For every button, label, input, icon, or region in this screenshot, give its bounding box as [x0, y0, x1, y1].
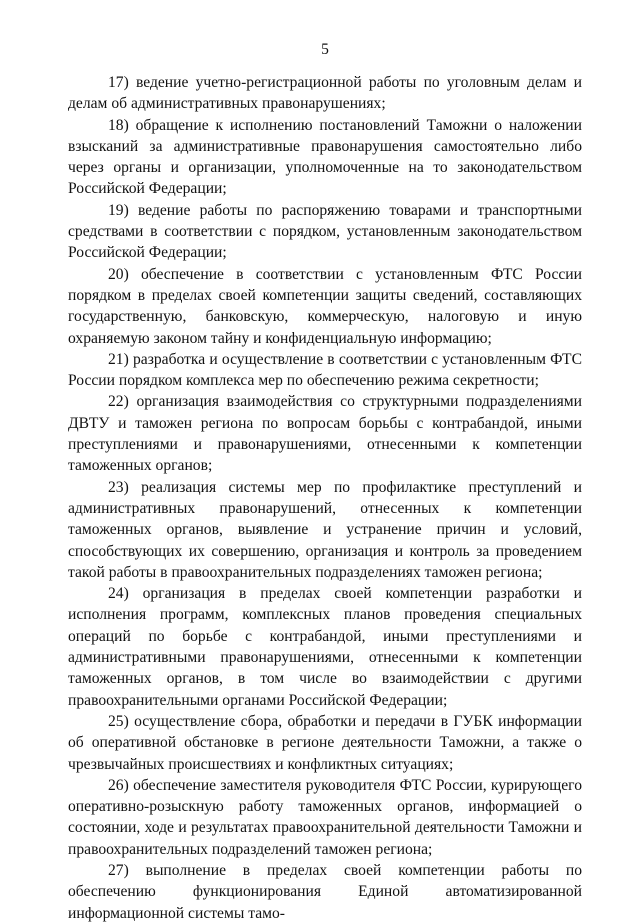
list-item-23: 23) реализация системы мер по профилактике преступлений и административных правонарушений, отнесенных к компетенции таможенных органов, выявление и устранение причин и условий, способствующих их совершению, организация и контроль за проведением такой работы в правоохранительных подразделениях таможен региона;	[68, 478, 582, 581]
document-page	[68, 40, 582, 924]
list-item-27: 27) выполнение в пределах своей компетенции работы по обеспечению функционирования Единой автоматизированной информационной системы тамо-	[68, 861, 582, 922]
list-item-17: 17) ведение учетно-регистрационной работы по уголовным делам и делам об административных правонарушениях;	[68, 74, 582, 113]
page-number: 5	[321, 41, 329, 58]
list-item-18: 18) обращение к исполнению постановлений Таможни о наложении взысканий за административные правонарушения самостоятельно либо через органы и организации, уполномоченные на то законодательством Российской Федерации;	[68, 116, 582, 198]
list-item-22: 22) организация взаимодействия со структурными подразделениями ДВТУ и таможен региона по вопросам борьбы с контрабандой, иными преступлениями и правонарушениями, отнесенными к компетенции таможенных органов;	[68, 393, 582, 475]
list-item-24: 24) организация в пределах своей компетенции разработки и исполнения программ, комплексных планов проведения специальных операций по борьбе с контрабандой, иными преступлениями и административными правонарушениями, отнесенными к компетенции таможенных органов, в том числе во взаимодействии с другими правоохранительными органами Российской Федерации;	[68, 585, 582, 709]
list-item-21: 21) разработка и осуществление в соответствии с установленным ФТС России порядком комплекса мер по обеспечению режима секретности;	[68, 350, 582, 390]
list-item-19: 19) ведение работы по распоряжению товарами и транспортными средствами в соответствии с порядком, установленным законодательством Российской Федерации;	[68, 201, 582, 262]
list-item-26: 26) обеспечение заместителя руководителя ФТС России, курирующего оперативно-розыскную работу таможенных органов, информацией о состоянии, ходе и результатах правоохранительной деятельности Таможни и правоохранительных подразделений таможен региона;	[68, 776, 582, 858]
list-item-20: 20) обеспечение в соответствии с установленным ФТС России порядком в пределах своей компетенции защиты сведений, составляющих государственную, банковскую, коммерческую, налоговую и иную охраняемую законом тайну и конфиденциальную информацию;	[68, 265, 582, 347]
list-item-25: 25) осуществление сбора, обработки и передачи в ГУБК информации об оперативной обстановке в регионе деятельности Таможни, а также о чрезвычайных происшествиях и конфликтных ситуациях;	[68, 712, 582, 773]
